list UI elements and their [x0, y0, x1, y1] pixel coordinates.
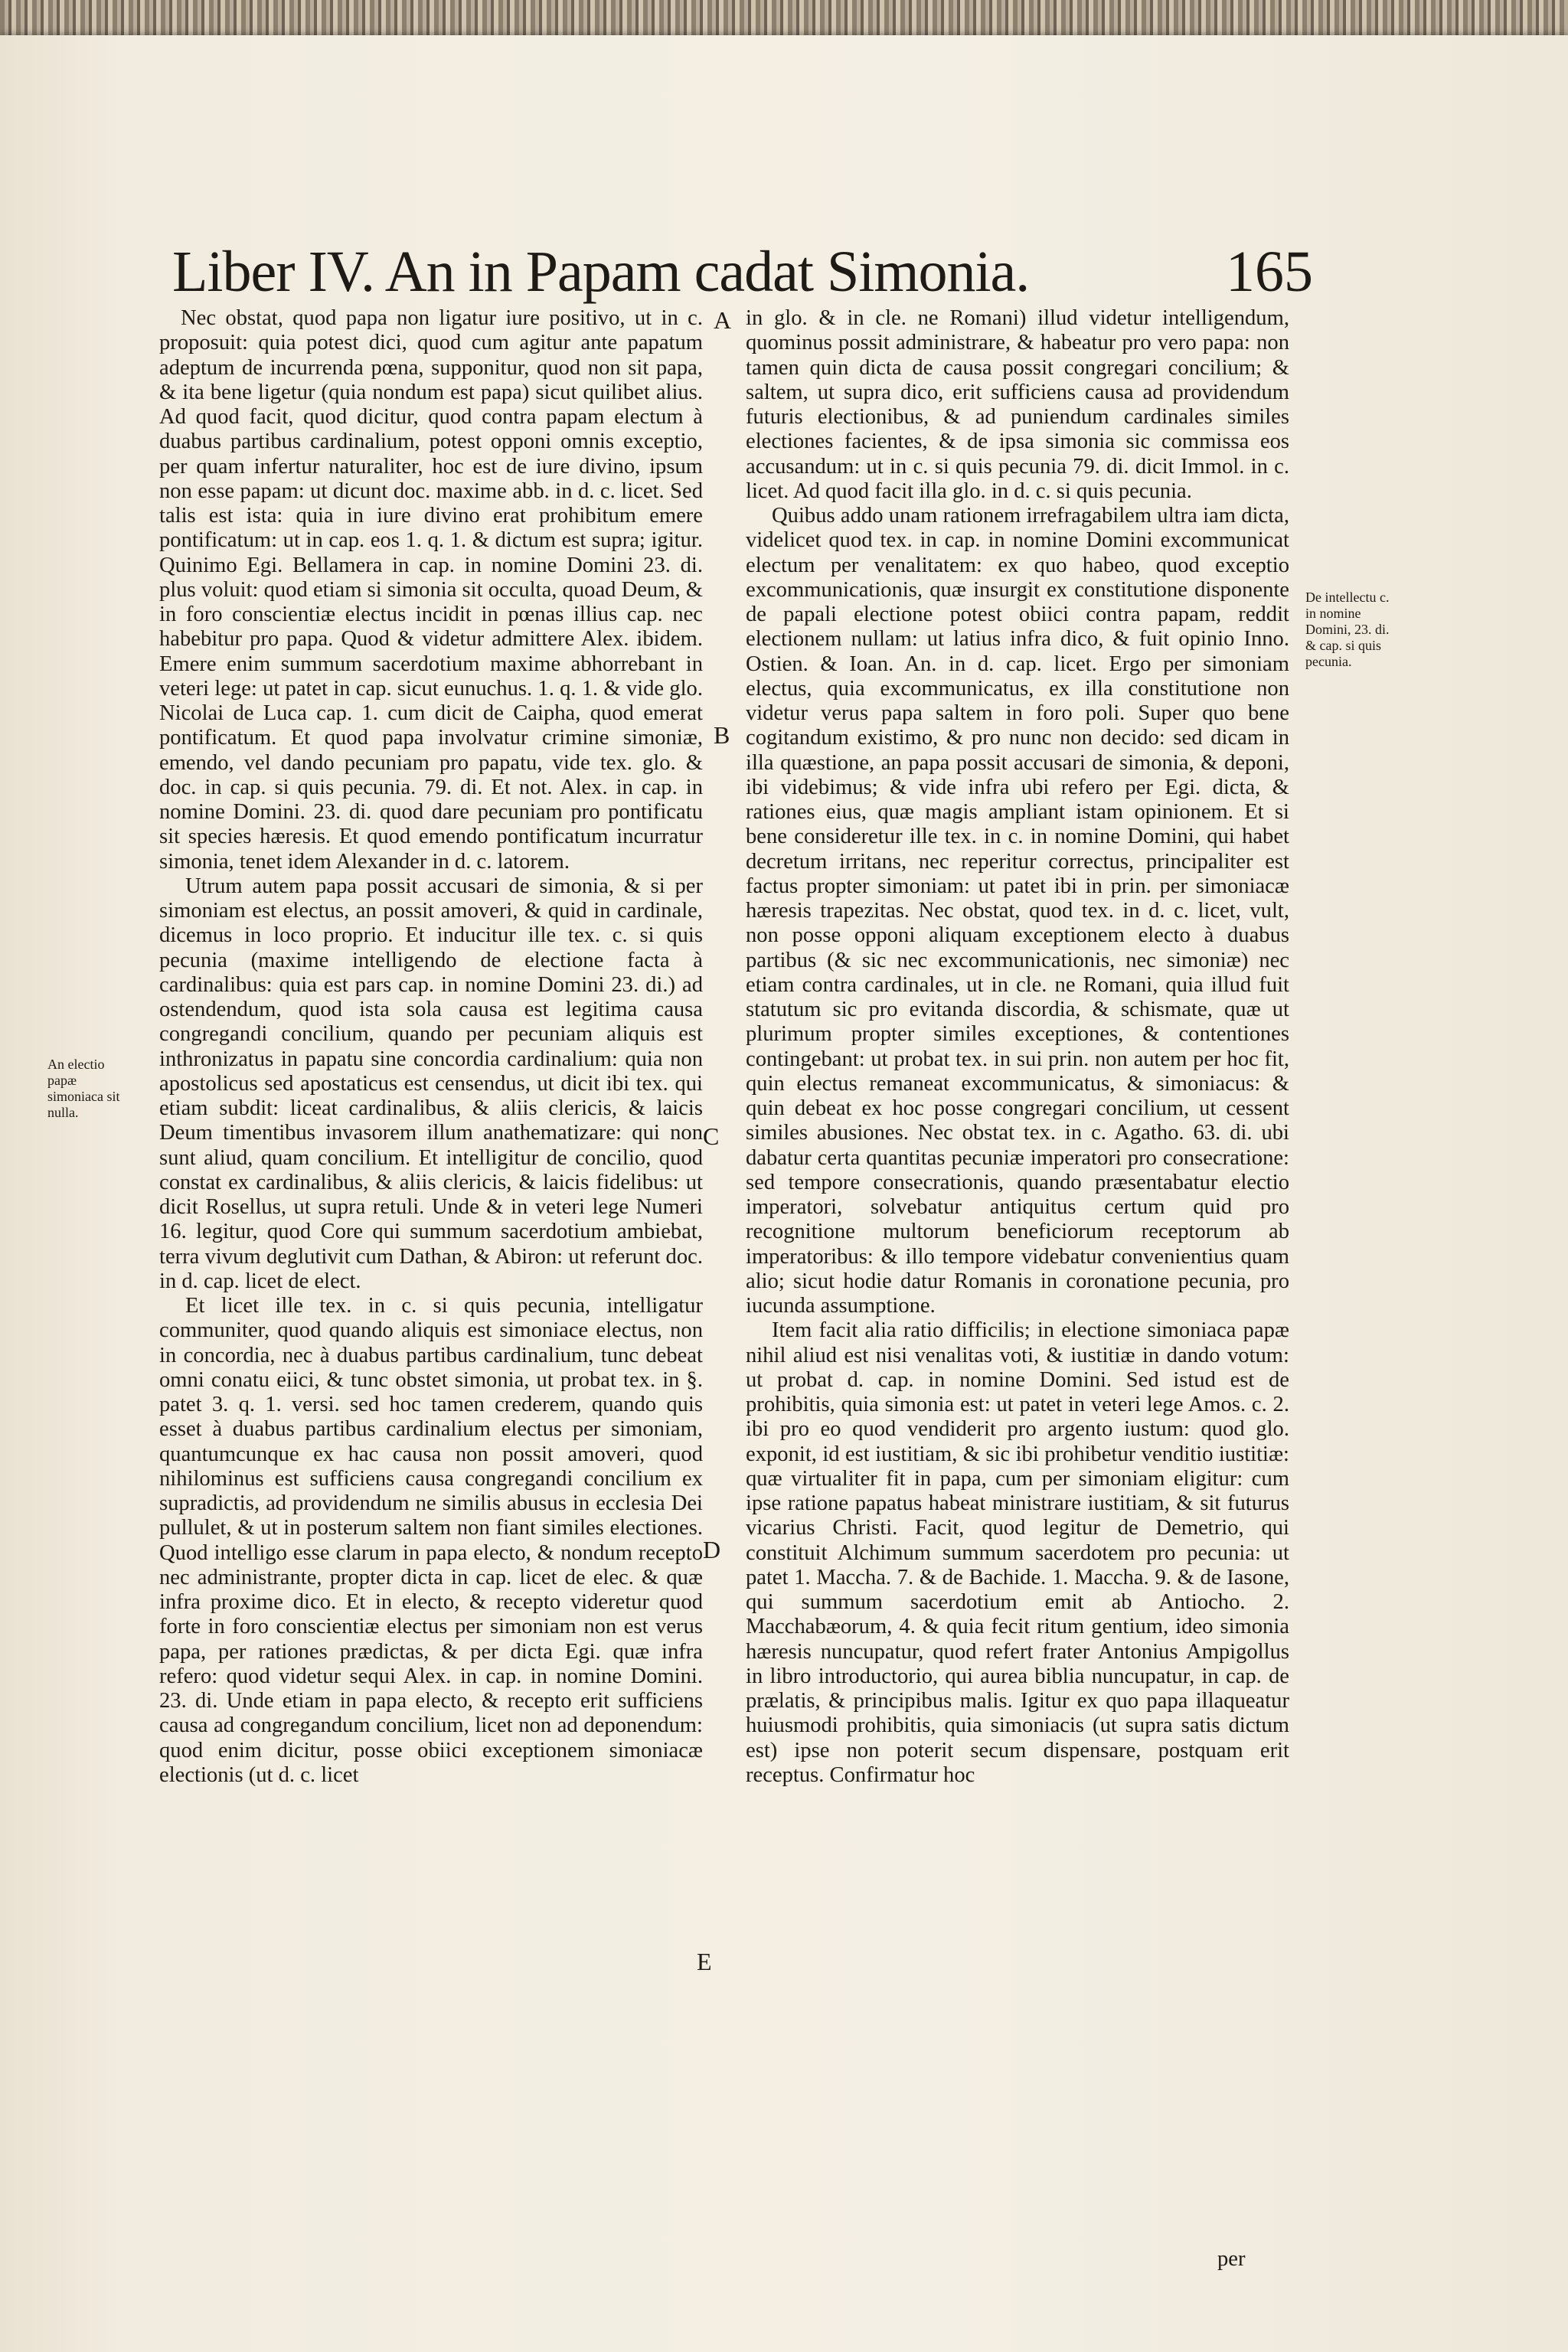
- section-marker-e: E: [697, 1948, 712, 1975]
- right-paragraph-2: Quibus addo unam rationem irrefragabilem ultra iam dicta, videlicet quod tex. in cap. in nomine Domini excommunicat electum per venalitatem: ex quo habeo, quod exceptio excommunicationis, quæ insurgit ex constitutione disponente de papali electione potest obiici contra papam, reddit electionem nullam: ut latius infra dico, & fuit opinio Inno. Ostien. & Ioan. An. in d. cap. licet. Ergo per simoniam electus, quia excommunicatus, ex illa constitutione non videtur verus papa saltem in foro poli. Super quo bene cogitandum existimo, & pro nunc non decido: sed dicam in illa quæstione, an papa possit accusari de simonia, & deponi, ibi videbimus; & vide infra ubi refero per Egi. dicta, & rationes eius, quæ magis ampliant istam opinionem. Et si bene consideretur ille tex. in c. in nomine Domini, qui habet decretum irritans, nec reperitur correctus, principaliter est factus propter simoniam: ut patet ibi in prin. per simoniacæ hæresis trapezitas. Nec obstat, quod tex. in d. c. licet, vult, non posse opponi aliquam exceptionem electo à duabus partibus (& sic nec excommunicationis, nec simoniæ) nec etiam contra cardinales, ut in cle. ne Romani, quia illud fuit statutum sic pro evitanda discordia, & schismate, quæ ut plurimum propter similes exceptiones, & contentiones contingebant: ut probat tex. in sui prin. non autem per hoc fit, quin electus remaneat excommunicatus, & simoniacus: & quin debeat ex hoc posse congregari concilium, ut cessent similes abusiones. Nec obstat tex. in c. Agatho. 63. di. ubi dabatur certa quantitas pecuniæ imperatori pro consecratione: sed tempore consecrationis, quando præsentabatur electio imperatori, solvebatur antiquitus certum quid pro recognitione multorum beneficiorum receptorum ab imperatoribus: & illo tempore videbatur convenientius quam alio; sicut hodie datur Romanis in coronatione pecunia, pro iucunda assumptione.: [746, 504, 1289, 1318]
- section-marker-a: A: [714, 306, 732, 334]
- left-paragraph-3: Et licet ille tex. in c. si quis pecunia, intelligatur communiter, quod quando aliquis est simoniace electus, non in concordia, nec à duabus partibus cardinalium, tunc debeat omni conatu eiici, & tunc obstet simonia, ut probat tex. in §. patet 3. q. 1. versi. sed hoc tamen crederem, quando quis esset à duabus partibus cardinalium electus per simoniam, quantumcunque ex hac causa non possit amoveri, quod nihilominus est sufficiens causa congregandi concilium ex supradictis, ad providendum ne similis abusus in ecclesia Dei pullulet, & ut in posterum saltem non fiant similes electiones. Quod intelligo esse clarum in papa electo, & nondum recepto nec administrante, propter dicta in cap. licet de elec. & quæ infra proxime dico. Et in electo, & recepto videretur quod forte in foro conscientiæ electus per simoniam non est verus papa, per rationes prædictas, & per dicta Egi. quæ infra refero: quod videtur sequi Alex. in cap. in nomine Domini. 23. di. Unde etiam in papa electo, & recepto erit sufficiens causa ad congregandum concilium, licet non ad deponendum: quod enim dicitur, posse obiici exceptionem simoniacæ electionis (ut d. c. licet: [159, 1294, 703, 1787]
- catchword: per: [1217, 2247, 1246, 2271]
- right-paragraph-3: Item facit alia ratio difficilis; in electione simoniaca papæ nihil aliud est nisi venalitas voti, & iustitiæ in dando votum: ut probat d. cap. in nomine Domini. Sed istud est de prohibitis, quia simonia est: ut patet in veteri lege Amos. c. 2. ibi pro eo quod vendiderit pro argento iustum: quod glo. exponit, id est iustitiam, & sic ibi prohibetur venditio iustitiæ: quæ virtualiter fit in papa, cum per simoniam eligitur: cum ipse ratione papatus habeat ministrare iustitiam, & sit futurus vicarius Christi. Facit, quod legitur de Demetrio, qui constituit Alchimum summum sacerdotem pro pecunia: ut patet 1. Maccha. 7. & de Bachide. 1. Maccha. 9. & de Iasone, qui summum sacerdotium emit ab Antiocho. 2. Macchabæorum, 4. & quia fecit ritum gentium, ideo simonia hæresis nuncupatur, quod refert frater Antonius Ampigollus in libro introductorio, qui aurea biblia nuncupatur, in cap. de prælatis, & principibus malis. Igitur ex quo papa illaqueatur huiusmodi prohibitis, quia simoniacis (ut supra satis dictum est) ipse non poterit secum dispensare, postquam erit receptus. Confirmatur hoc: [746, 1318, 1289, 1787]
- left-paragraph-2: Utrum autem papa possit accusari de simonia, & si per simoniam est electus, an possit amoveri, & quid in cardinale, dicemus in loco proprio. Et inducitur ille tex. c. si quis pecunia (maxime intelligendo de electione facta à cardinalibus: quia est pars cap. in nomine Domini 23. di.) ad ostendendum, quod ista sola causa est legitima causa congregandi concilium, quando per pecuniam aliquis est inthronizatus in papatu sine concordia cardinalium: quia non apostolicus sed apostaticus est censendus, ut dicit ibi tex. qui etiam subdit: liceat cardinalibus, & aliis clericis, & laicis Deum timentibus invasorem illum anathematizare: qui non sunt aliud, quam concilium. Et intelligitur de concilio, quod constat ex cardinalibus, & aliis clericis, & laicis fidelibus: ut dicit Rosellus, ut supra retuli. Unde & in veteri lege Numeri 16. legitur, quod Core qui summum sacerdotium ambiebat, terra vivum deglutivit cum Dathan, & Abiron: ut referunt doc. in d. cap. licet de elect.: [159, 874, 703, 1293]
- section-marker-b: B: [714, 721, 730, 749]
- running-title: Liber IV. An in Papam cadat Simonia.: [172, 240, 1030, 304]
- left-column: [159, 306, 703, 1788]
- section-marker-c: C: [703, 1122, 720, 1150]
- page-header: [172, 234, 1313, 310]
- left-paragraph-1: Nec obstat, quod papa non ligatur iure positivo, ut in c. proposuit: quia potest dici, quod cum agitur ante papatum adeptum de incurrenda pœna, supponitur, quod non sit papa, & ita bene ligetur (quia nondum est papa) sicut quilibet alius. Ad quod facit, quod dicitur, quod contra papam electum à duabus partibus cardinalium, potest opponi omnis exceptio, per quam infertur naturaliter, hoc est de iure divino, ipsum non esse papam: ut dicunt doc. maxime abb. in d. c. licet. Sed talis est ista: quia in iure divino erat prohibitum emere pontificatum: ut in cap. eos 1. q. 1. & dictum est supra; igitur. Quinimo Egi. Bellamera in cap. in nomine Domini 23. di. plus voluit: quod etiam si simonia sit occulta, quoad Deum, & in foro conscientiæ electus incidit in pœnas illius cap. nec habebitur pro papa. Quod & videtur admittere Alex. ibidem. Emere enim summum sacerdotium maxime abhorrebant in veteri lege: ut patet in cap. sicut eunuchus. 1. q. 1. & vide glo. Nicolai de Luca cap. 1. cum dicit de Caipha, quod emerat pontificatum. Et quod papa involvatur crimine simoniæ, emendo, vel dando pecuniam pro papatu, vide tex. glo. & doc. in cap. si quis pecunia. 79. di. Et not. Alex. in cap. in nomine Domini. 23. di. quod dare pecuniam pro pontificatu sit species hæresis. Et quod emendo pontificatum incurratur simonia, tenet idem Alexander in d. c. latorem.: [159, 306, 703, 874]
- page-number: 165: [1226, 240, 1313, 304]
- right-margin-note: De intellectu c. in nomine Domini, 23. di. & cap. si quis pecunia.: [1305, 590, 1390, 669]
- left-margin-note: An electio papæ simoniaca sit nulla.: [47, 1057, 120, 1120]
- right-paragraph-1: in glo. & in cle. ne Romani) illud videtur intelligendum, quominus possit administrare, & habeatur pro vero papa: non tamen quin dicta de causa possit congregari concilium; & saltem, ut supra dico, erit sufficiens causa ad providendum futuris electionibus, & ad puniendum cardinales similes electiones facientes, & de ipsa simonia sic commissa eos accusandum: ut in c. si quis pecunia 79. di. dicit Immol. in c. licet. Ad quod facit illa glo. in d. c. si quis pecunia.: [746, 306, 1289, 503]
- right-column: [746, 306, 1289, 1788]
- section-marker-d: D: [703, 1536, 721, 1563]
